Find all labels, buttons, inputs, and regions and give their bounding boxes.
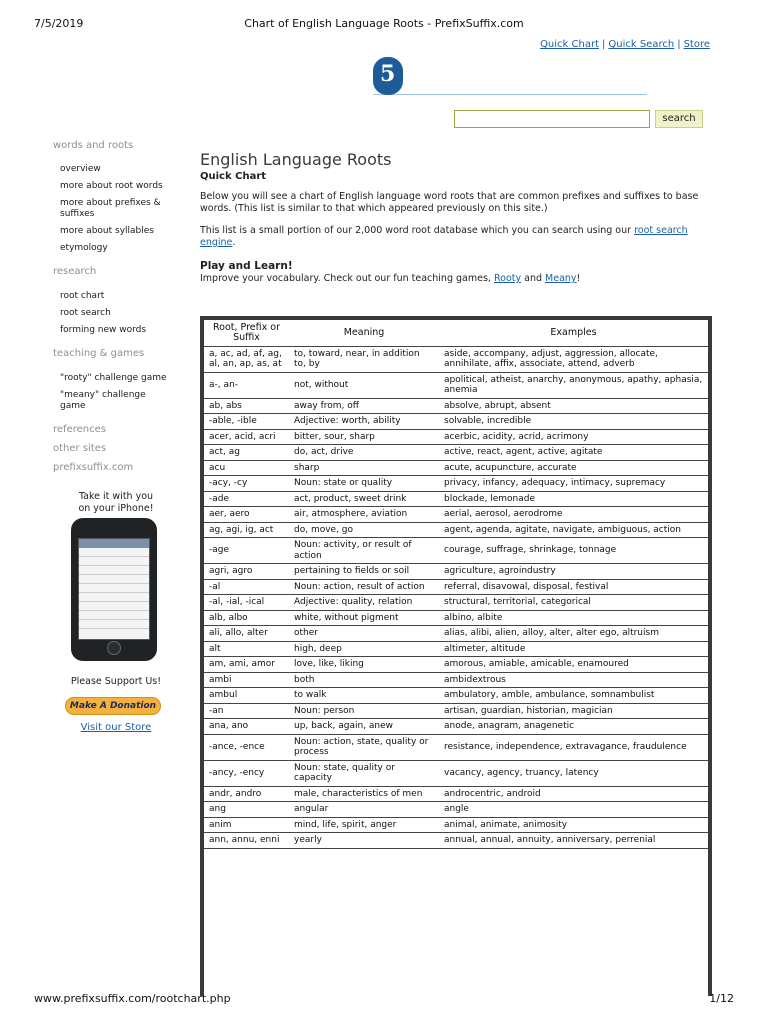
cell-examples: amorous, amiable, amicable, enamoured xyxy=(439,657,708,673)
cell-examples: agent, agenda, agitate, navigate, ambiguous, action xyxy=(439,522,708,538)
visit-store-link[interactable]: Visit our Store xyxy=(80,722,152,733)
table-row xyxy=(204,595,708,611)
cell-root: -age xyxy=(204,538,289,564)
cell-root: agri, agro xyxy=(204,564,289,580)
print-footer xyxy=(34,992,734,1006)
cell-root: aer, aero xyxy=(204,507,289,523)
table-row xyxy=(204,802,708,818)
cell-root: ab, abs xyxy=(204,398,289,414)
table-row xyxy=(204,626,708,642)
quick-chart-link[interactable]: Quick Chart xyxy=(540,39,599,50)
cell-examples: altimeter, altitude xyxy=(439,641,708,657)
table-row xyxy=(204,786,708,802)
cell-root: acu xyxy=(204,460,289,476)
cell-root: a, ac, ad, af, ag, al, an, ap, as, at xyxy=(204,346,289,372)
cell-examples: apolitical, atheist, anarchy, anonymous, apathy, aphasia, anemia xyxy=(439,372,708,398)
cell-meaning: to walk xyxy=(289,688,439,704)
cell-meaning: not, without xyxy=(289,372,439,398)
cell-root: -al, -ial, -ical xyxy=(204,595,289,611)
cell-meaning: to, toward, near, in addition to, by xyxy=(289,346,439,372)
cell-examples: acerbic, acidity, acrid, acrimony xyxy=(439,429,708,445)
table-row xyxy=(204,672,708,688)
table-row xyxy=(204,610,708,626)
table-row xyxy=(204,703,708,719)
meany-link[interactable]: Meany xyxy=(545,273,577,284)
cell-examples: annual, annual, annuity, anniversary, perrenial xyxy=(439,833,708,849)
sidebar-item-meany-game[interactable]: "meany" challenge game xyxy=(60,390,146,411)
cell-examples: solvable, incredible xyxy=(439,414,708,430)
cell-examples: resistance, independence, extravagance, fraudulence xyxy=(439,734,708,760)
site-logo[interactable] xyxy=(373,55,647,95)
cell-root: -acy, -cy xyxy=(204,476,289,492)
table-row xyxy=(204,445,708,461)
cell-examples: acute, acupuncture, accurate xyxy=(439,460,708,476)
cell-meaning: Noun: action, state, quality or process xyxy=(289,734,439,760)
table-row xyxy=(204,429,708,445)
cell-meaning: Noun: state or quality xyxy=(289,476,439,492)
table-row xyxy=(204,398,708,414)
header-meaning: Meaning xyxy=(289,320,439,346)
cell-root: ali, allo, alter xyxy=(204,626,289,642)
cell-meaning: both xyxy=(289,672,439,688)
cell-meaning: angular xyxy=(289,802,439,818)
cell-root: a-, an- xyxy=(204,372,289,398)
iphone-promo-line2: on your iPhone! xyxy=(78,503,154,514)
print-url: www.prefixsuffix.com/rootchart.php xyxy=(34,992,231,1005)
sidebar-item-root-search[interactable]: root search xyxy=(60,308,111,318)
table-row xyxy=(204,579,708,595)
cell-meaning: male, characteristics of men xyxy=(289,786,439,802)
cell-examples: aerial, aerosol, aerodrome xyxy=(439,507,708,523)
table-row xyxy=(204,538,708,564)
iphone-promo xyxy=(66,491,166,515)
cell-examples: anode, anagram, anagenetic xyxy=(439,719,708,735)
cell-meaning: mind, life, spirit, anger xyxy=(289,817,439,833)
table-row xyxy=(204,372,708,398)
sidebar-games-list xyxy=(60,373,173,412)
cell-meaning: pertaining to fields or soil xyxy=(289,564,439,580)
print-page-number: 1/12 xyxy=(709,992,734,1005)
cell-examples: privacy, infancy, adequacy, intimacy, supremacy xyxy=(439,476,708,492)
cell-meaning: love, like, liking xyxy=(289,657,439,673)
cell-meaning: do, act, drive xyxy=(289,445,439,461)
cell-root: -ance, -ence xyxy=(204,734,289,760)
table-row xyxy=(204,414,708,430)
cell-meaning: Noun: action, result of action xyxy=(289,579,439,595)
donate-button[interactable]: Make A Donation xyxy=(65,697,161,715)
play-heading: Play and Learn! xyxy=(200,260,293,272)
cell-meaning: yearly xyxy=(289,833,439,849)
table-row xyxy=(204,833,708,849)
table-row xyxy=(204,564,708,580)
sidebar-item-overview[interactable]: overview xyxy=(60,164,101,174)
top-links: Quick Chart | Quick Search | Store xyxy=(540,39,710,50)
cell-root: ambi xyxy=(204,672,289,688)
cell-examples: agriculture, agroindustry xyxy=(439,564,708,580)
sidebar-heading-words[interactable]: words and roots xyxy=(53,140,134,151)
cell-examples: absolve, abrupt, absent xyxy=(439,398,708,414)
cell-examples: vacancy, agency, truancy, latency xyxy=(439,760,708,786)
cell-meaning: white, without pigment xyxy=(289,610,439,626)
cell-meaning: sharp xyxy=(289,460,439,476)
cell-meaning: do, move, go xyxy=(289,522,439,538)
cell-root: ana, ano xyxy=(204,719,289,735)
cell-meaning: up, back, again, anew xyxy=(289,719,439,735)
table-row xyxy=(204,476,708,492)
iphone-home-button-icon xyxy=(107,641,121,655)
quick-search-link[interactable]: Quick Search xyxy=(608,39,675,50)
sidebar-item-prefixes-suffixes[interactable]: more about prefixes & suffixes xyxy=(60,198,161,219)
cell-examples: alias, alibi, alien, alloy, alter, alter ego, altruism xyxy=(439,626,708,642)
cell-examples: ambidextrous xyxy=(439,672,708,688)
cell-examples: courage, suffrage, shrinkage, tonnage xyxy=(439,538,708,564)
sidebar-item-etymology[interactable]: etymology xyxy=(60,243,108,253)
cell-root: andr, andro xyxy=(204,786,289,802)
sidebar-item-rooty-game[interactable]: "rooty" challenge game xyxy=(60,373,167,383)
iphone-promo-line1: Take it with you xyxy=(78,491,154,502)
cell-meaning: air, atmosphere, aviation xyxy=(289,507,439,523)
cell-meaning: Noun: state, quality or capacity xyxy=(289,760,439,786)
cell-meaning: Adjective: quality, relation xyxy=(289,595,439,611)
cell-meaning: Adjective: worth, ability xyxy=(289,414,439,430)
sidebar-item-forming-words[interactable]: forming new words xyxy=(60,325,147,335)
cell-examples: androcentric, android xyxy=(439,786,708,802)
cell-examples: angle xyxy=(439,802,708,818)
table-row xyxy=(204,719,708,735)
table-row xyxy=(204,507,708,523)
cell-examples: structural, territorial, categorical xyxy=(439,595,708,611)
sidebar-research-list xyxy=(60,291,173,336)
table-row xyxy=(204,460,708,476)
cell-meaning: high, deep xyxy=(289,641,439,657)
cell-meaning: act, product, sweet drink xyxy=(289,491,439,507)
cell-examples: animal, animate, animosity xyxy=(439,817,708,833)
table-row xyxy=(204,641,708,657)
iphone-image[interactable] xyxy=(71,518,157,661)
cell-root: anim xyxy=(204,817,289,833)
sidebar-heading-research[interactable]: research xyxy=(53,266,97,277)
cell-root: -an xyxy=(204,703,289,719)
cell-root: -able, -ible xyxy=(204,414,289,430)
cell-root: act, ag xyxy=(204,445,289,461)
cell-meaning: other xyxy=(289,626,439,642)
logo-mark-icon: 5 xyxy=(373,57,403,95)
sidebar-heading-other-sites[interactable]: other sites xyxy=(53,443,107,454)
sidebar-heading-references[interactable]: references xyxy=(53,424,106,435)
cell-root: ang xyxy=(204,802,289,818)
sidebar-heading-games[interactable]: teaching & games xyxy=(53,348,145,359)
table-row xyxy=(204,657,708,673)
cell-root: ann, annu, enni xyxy=(204,833,289,849)
iphone-screen xyxy=(78,538,150,640)
cell-meaning: Noun: person xyxy=(289,703,439,719)
print-date: 7/5/2019 xyxy=(34,17,84,30)
cell-root: alt xyxy=(204,641,289,657)
sidebar-item-syllables[interactable]: more about syllables xyxy=(60,226,154,236)
header-root: Root, Prefix or Suffix xyxy=(204,320,289,346)
page-subtitle: Quick Chart xyxy=(200,171,267,182)
support-text: Please Support Us! xyxy=(70,676,162,687)
root-chart-table xyxy=(200,316,712,996)
cell-meaning: bitter, sour, sharp xyxy=(289,429,439,445)
cell-examples: aside, accompany, adjust, aggression, allocate, annihilate, affix, associate, attend, adverb xyxy=(439,346,708,372)
cell-root: ambul xyxy=(204,688,289,704)
roots-table xyxy=(204,320,708,849)
store-link[interactable]: Store xyxy=(683,39,710,50)
cell-root: am, ami, amor xyxy=(204,657,289,673)
cell-examples: ambulatory, amble, ambulance, somnambulist xyxy=(439,688,708,704)
play-paragraph: Improve your vocabulary. Check out our fun teaching games, Rooty and Meany! xyxy=(200,273,581,284)
cell-examples: active, react, agent, active, agitate xyxy=(439,445,708,461)
sidebar-words-list xyxy=(60,164,173,254)
sidebar xyxy=(53,140,173,473)
cell-root: ag, agi, ig, act xyxy=(204,522,289,538)
cell-examples: blockade, lemonade xyxy=(439,491,708,507)
table-row xyxy=(204,734,708,760)
table-row xyxy=(204,522,708,538)
table-row xyxy=(204,688,708,704)
table-row xyxy=(204,760,708,786)
rooty-link[interactable]: Rooty xyxy=(493,273,522,284)
table-row xyxy=(204,817,708,833)
table-header-row xyxy=(204,320,708,346)
table-row xyxy=(204,491,708,507)
cell-examples: artisan, guardian, historian, magician xyxy=(439,703,708,719)
header-examples: Examples xyxy=(439,320,708,346)
cell-root: -al xyxy=(204,579,289,595)
cell-examples: albino, albite xyxy=(439,610,708,626)
table-row xyxy=(204,346,708,372)
table-body xyxy=(204,346,708,848)
search-button[interactable]: search xyxy=(655,110,703,128)
sidebar-heading-prefixsuffix[interactable]: prefixsuffix.com xyxy=(53,462,134,473)
cell-root: alb, albo xyxy=(204,610,289,626)
intro-paragraph-1: Below you will see a chart of English language word roots that are common prefixes and suffixes to base words. (This list is similar to that which appeared previously on this site.) xyxy=(200,191,699,214)
print-doc-title: Chart of English Language Roots - PrefixSuffix.com xyxy=(244,17,524,30)
cell-root: -ancy, -ency xyxy=(204,760,289,786)
cell-meaning: away from, off xyxy=(289,398,439,414)
cell-meaning: Noun: activity, or result of action xyxy=(289,538,439,564)
cell-root: -ade xyxy=(204,491,289,507)
sidebar-item-root-chart[interactable]: root chart xyxy=(60,291,105,301)
cell-examples: referral, disavowal, disposal, festival xyxy=(439,579,708,595)
sidebar-item-root-words[interactable]: more about root words xyxy=(60,181,163,191)
root-search-engine-link[interactable]: root search engine xyxy=(200,225,688,248)
search-input[interactable] xyxy=(454,110,650,128)
intro-paragraph-2: This list is a small portion of our 2,000 word root database which you can search using our root search engine. xyxy=(200,225,688,248)
main-content xyxy=(200,150,712,285)
print-header xyxy=(34,17,734,31)
cell-root: acer, acid, acri xyxy=(204,429,289,445)
page-title: English Language Roots xyxy=(200,150,392,169)
